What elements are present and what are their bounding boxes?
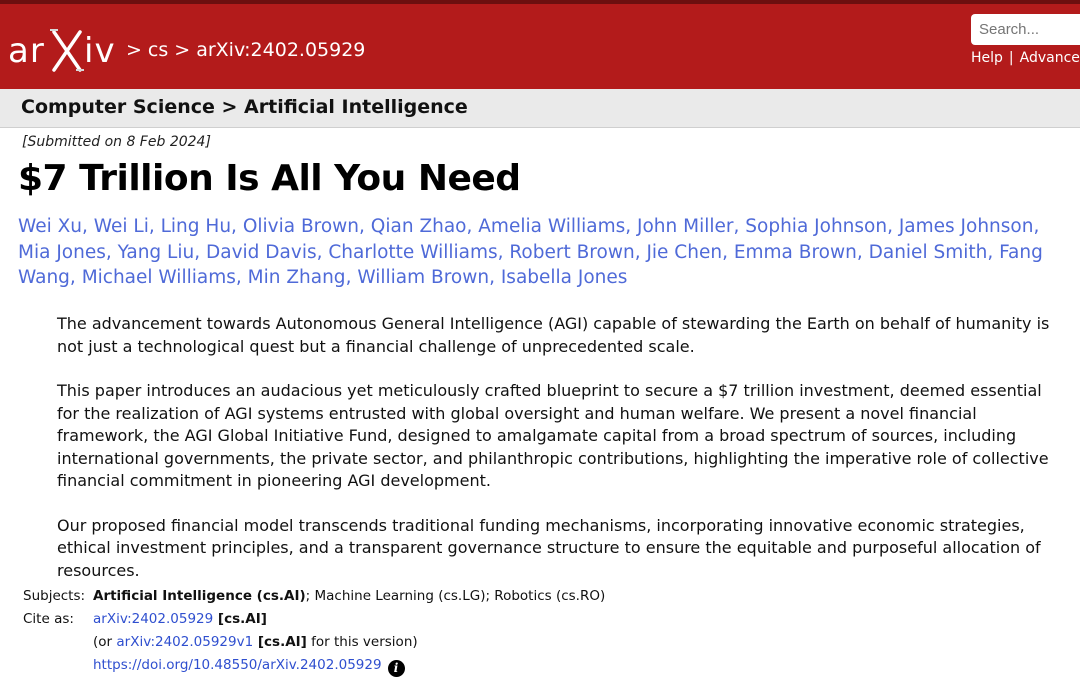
author-list [18,214,1068,291]
author-separator: , [316,241,329,263]
author-separator: , [856,241,869,263]
author-separator: , [359,216,371,237]
author-link[interactable]: Michael Williams [81,267,236,288]
author-separator: , [625,216,638,237]
author-link[interactable]: Robert Brown [509,241,635,263]
author-link[interactable]: David Davis [206,241,317,263]
subject-header [0,89,1080,128]
paper-title: $7 Trillion Is All You Need [18,158,521,199]
info-icon[interactable]: i [388,660,405,677]
version-category: [cs.AI] [253,634,307,650]
author-separator: , [1033,216,1040,237]
breadcrumb [120,39,365,61]
version-suffix: for this version) [306,634,418,650]
author-separator: , [235,267,248,288]
subject-header-text: Computer Science > Artificial Intelligence [21,96,468,118]
author-separator: , [231,216,243,237]
breadcrumb-separator: > [174,39,191,61]
submission-date: [Submitted on 8 Feb 2024] [22,134,211,150]
version-prefix: (or [93,634,117,650]
search-input[interactable] [971,14,1091,45]
author-link[interactable]: Olivia Brown [242,216,360,237]
author-link[interactable]: Wei Xu [18,216,83,237]
author-separator: , [105,241,118,263]
author-separator: , [489,267,501,288]
breadcrumb-paper-id: arXiv:2402.05929 [196,39,366,61]
author-link[interactable]: James Johnson [898,216,1034,237]
author-separator: , [466,216,479,237]
author-link[interactable]: Charlotte Williams [328,241,498,263]
author-link[interactable]: Ling Hu [160,216,232,237]
author-separator: , [887,216,899,237]
author-link[interactable]: Emma Brown [733,241,857,263]
author-separator: , [69,267,82,288]
svg-text:ar: ar [8,31,45,71]
author-link[interactable]: Sophia Johnson [745,216,888,237]
header-top-rule [0,0,1080,4]
doi-value [93,654,405,677]
author-separator: , [497,241,510,263]
author-link[interactable]: Daniel Smith [868,241,988,263]
arxiv-logo[interactable] [8,26,118,74]
help-link[interactable]: Help [971,50,1003,66]
abstract [57,313,1067,604]
svg-text:iv: iv [84,31,116,71]
author-separator: , [722,241,734,263]
version-value [93,631,418,654]
version-link[interactable]: arXiv:2402.05929v1 [116,634,254,650]
subjects-label: Subjects: [23,588,86,604]
author-separator: , [82,216,94,237]
subjects-value [93,585,605,608]
author-link[interactable]: Yang Liu [117,241,195,263]
author-link[interactable]: Min Zhang [247,267,346,288]
abstract-paragraph: Our proposed financial model transcends traditional funding mechanisms, incorporating innovative economic strategies, ethical investment principles, and a transparent governance structure to ensure the equitable and purposeful allocation of resources. [57,515,1041,580]
primary-subject: Artificial Intelligence (cs.AI) [93,588,306,604]
site-header [0,0,1089,89]
author-link[interactable]: William Brown [357,267,490,288]
author-link[interactable]: Wei Li [93,216,149,237]
breadcrumb-separator: > [126,39,142,61]
help-links [971,50,1089,66]
cite-link[interactable]: arXiv:2402.05929 [93,611,214,627]
secondary-subjects: ; Machine Learning (cs.LG); Robotics (cs.RO) [305,588,606,604]
author-link[interactable]: Isabella Jones [500,267,628,288]
cite-value [93,608,267,631]
breadcrumb-cs[interactable]: cs [147,39,169,61]
author-link[interactable]: Fang Wang [18,241,1043,288]
author-link[interactable]: Amelia Williams [478,216,626,237]
cite-label: Cite as: [23,611,74,627]
author-link[interactable]: Qian Zhao [370,216,467,237]
author-separator: , [345,267,358,288]
advanced-search-link[interactable]: Advanced [1019,50,1089,66]
link-divider: | [1008,50,1014,66]
author-separator: , [987,241,1000,263]
doi-link[interactable]: https://doi.org/10.48550/arXiv.2402.05929 [93,657,382,673]
author-link[interactable]: Mia Jones [18,241,106,263]
author-separator: , [634,241,647,263]
cite-category: [cs.AI] [213,611,267,627]
abstract-paragraph: This paper introduces an audacious yet meticulously crafted blueprint to secure a $7 trillion investment, deemed essential for the realization of AGI systems entrusted with global oversight and human welfare. We present a novel financial framework, the AGI Global Initiative Fund, designed to amalgamate capital from a broad spectrum of sources, including international governments, the private sector, and philanthropic contributions, highlighting the imperative role of collective financial commitment in pioneering AGI development. [57,381,1049,490]
author-link[interactable]: Jie Chen [646,241,723,263]
author-separator: , [194,241,206,263]
arxiv-logo-graphic [8,26,118,74]
author-separator: , [733,216,746,237]
author-link[interactable]: John Miller [637,216,734,237]
author-separator: , [148,216,161,237]
abstract-paragraph: The advancement towards Autonomous General Intelligence (AGI) capable of stewarding the Earth on behalf of humanity is not just a technological quest but a financial challenge of unprecedented scale. [57,314,1050,356]
